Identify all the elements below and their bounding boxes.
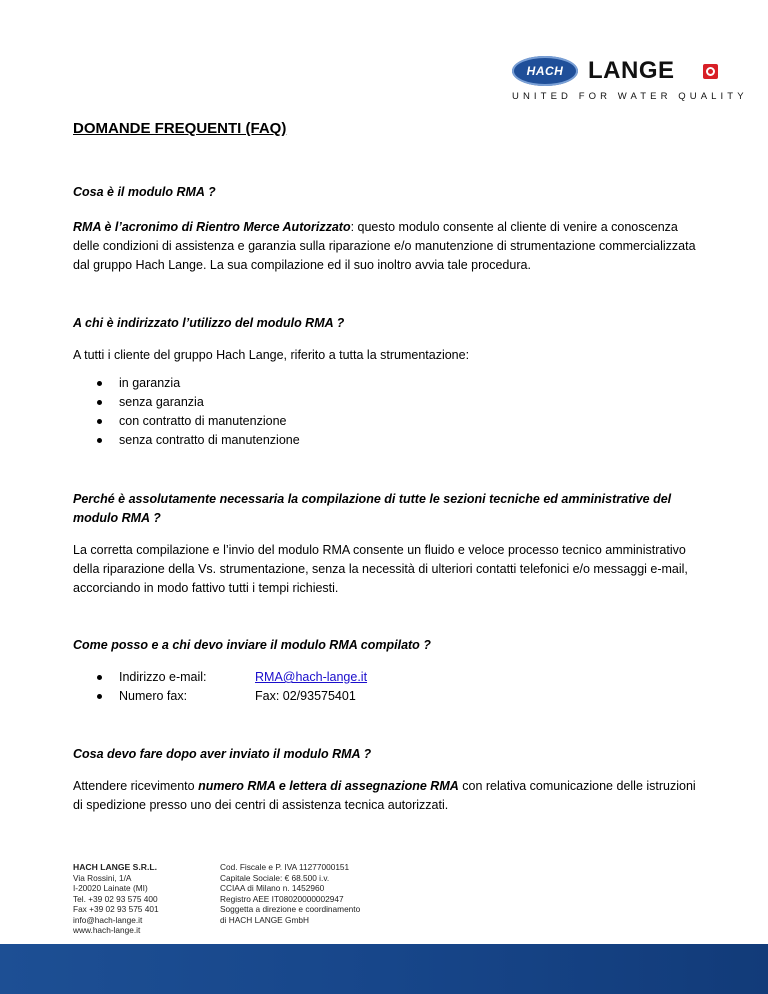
footer-website: www.hach-lange.it [73, 925, 141, 935]
answer-1-text: : questo modulo consente al cliente di venire a conoscenza delle condizioni di assistenza e garanzia sulla riparazione e/o manutenzione di strumentazione commercializzata dal gruppo Hach Lange. La sua compilazione ed il suo inoltro avvia tale procedura. [73, 220, 696, 273]
coverage-list [73, 374, 300, 450]
footer-legal-info [220, 862, 360, 925]
contact-email-item [73, 668, 367, 687]
footer-legal-line: Cod. Fiscale e P. IVA 11277000151 [220, 862, 350, 872]
footer-bar [0, 944, 768, 994]
fax-label: Numero fax: [119, 689, 188, 703]
footer-company-info [73, 862, 159, 936]
email-link[interactable]: RMA@hach-lange.it [255, 670, 368, 684]
company-logo [512, 56, 748, 102]
answer-5-emphasis: numero RMA e lettera di assegnazione RMA [198, 779, 459, 793]
footer-legal-line: Registro AEE IT08020000002947 [220, 893, 344, 904]
list-item: senza garanzia [73, 393, 300, 412]
fax-number: Fax: 02/93575401 [255, 689, 356, 703]
question-5: Cosa devo fare dopo aver inviato il modulo RMA ? [73, 747, 372, 761]
footer-company-name: HACH LANGE S.R.L. [73, 862, 158, 872]
footer-email: info@hach-lange.it [73, 914, 143, 925]
page-title: DOMANDE FREQUENTI (FAQ) [73, 120, 287, 137]
answer-2-intro: A tutti i cliente del gruppo Hach Lange, riferito a tutta la strumentazione: [73, 348, 470, 362]
footer-legal-line: di HACH LANGE GmbH [220, 914, 309, 925]
contact-fax-item [73, 687, 367, 706]
answer-5-pre: Attendere ricevimento [73, 779, 199, 793]
question-3-line1: Perché è assolutamente necessaria la compilazione di tutte le sezioni tecniche ed amministrative del [73, 492, 672, 506]
footer-phone: Tel. +39 02 93 575 400 [73, 893, 158, 904]
footer-fax: Fax +39 02 93 575 401 [73, 904, 159, 914]
email-label: Indirizzo e-mail: [119, 670, 207, 684]
footer-address-line: Via Rossini, 1/A [73, 872, 132, 883]
footer-legal-line: CCIAA di Milano n. 1452960 [220, 883, 325, 893]
answer-5-post: con relativa comunicazione delle istruzioni di spedizione presso uno dei centri di assistenza tecnica autorizzati. [73, 779, 696, 813]
list-item: con contratto di manutenzione [73, 412, 300, 431]
footer-legal-line: Soggetta a direzione e coordinamento [220, 904, 361, 914]
question-3-line2: modulo RMA ? [73, 511, 161, 525]
answer-3: La corretta compilazione e l’invio del modulo RMA consente un fluido e veloce processo tecnico amministrativo della riparazione della Vs. strumentazione, senza la necessità di ulteriori contatti telefonici e/o messaggi e-mail, accorciando in modo fattivo tutti i tempi richiesti. [73, 543, 688, 596]
hach-logo-text: HACH [526, 64, 564, 78]
question-1: Cosa è il modulo RMA ? [73, 185, 216, 199]
lange-mark-icon [703, 64, 718, 79]
contact-list [73, 668, 367, 706]
answer-1 [73, 218, 701, 276]
logo-tagline: UNITED FOR WATER QUALITY [512, 91, 748, 102]
footer-legal-line: Capitale Sociale: € 68.500 i.v. [220, 872, 330, 883]
answer-5 [73, 777, 701, 815]
list-item: in garanzia [73, 374, 300, 393]
list-item: senza contratto di manutenzione [73, 431, 300, 450]
footer-address-line: I-20020 Lainate (MI) [73, 883, 148, 893]
answer-1-emphasis: RMA è l’acronimo di Rientro Merce Autorizzato [73, 220, 351, 234]
question-2: A chi è indirizzato l’utilizzo del modulo RMA ? [73, 316, 345, 330]
question-4: Come posso e a chi devo inviare il modulo RMA compilato ? [73, 638, 431, 652]
lange-logo-text: LANGE [588, 57, 675, 84]
